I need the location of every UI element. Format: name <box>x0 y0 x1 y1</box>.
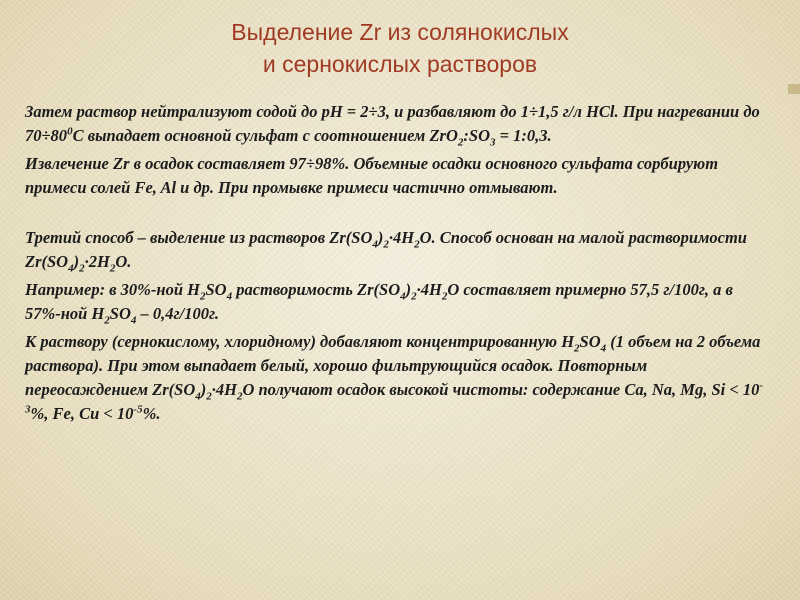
title-line-1: Выделение Zr из солянокислых <box>231 19 569 45</box>
paragraph-extraction: Извлечение Zr в осадок составляет 97÷98%. Объемные осадки основного сульфата сорбируют примеси солей Fe, Al и др. При промывке примеси частично отмывают. <box>25 154 719 197</box>
paragraph-example: Например: в 30%-ной $H_2SO_4$ растворимость $Zr(SO_4)_2\cdot 4H_2O$ составляет примерно 57,5 г/100г, а в 57%-ной $H_2SO_4 - 0,4г/100г$. <box>25 280 733 327</box>
slide-body <box>25 100 770 430</box>
slide-title <box>0 16 800 80</box>
decorative-bar <box>788 84 800 94</box>
paragraph-reprecipitation: К раствору (сернокислому, хлоридному) добавляют концентрированную $H_2SO_4$ (1 объем на 2 объема раствора). При этом выпадает белый, хорошо фильтрующийся осадок. Повторным переосаждением $Zr(SO_4)_2\cdot 4H_2O$ получают осадок высокой чистоты: содержание Ca, Na, Mg, $Si < 10^{-3}\%$, Fe, $Cu < 10^{-5}\%$. <box>25 332 764 423</box>
paragraph-neutralization: Затем раствор нейтрализуют содой до рН = 2÷3, и разбавляют до 1÷1,5 г/л HCl. При нагревании до $70\div 80^0С$ выпадает основной сульфат с соотношением $ZrO_2:SO_3$ = 1:0,3. <box>25 102 760 149</box>
title-line-2: и сернокислых растворов <box>262 51 538 77</box>
paragraph-third-method: Третий способ – выделение из растворов $Zr(SO_4)_2\cdot 4H_2O$. Способ основан на малой растворимости $Zr(SO_4)_2\cdot 2H_2O$. <box>25 228 747 275</box>
